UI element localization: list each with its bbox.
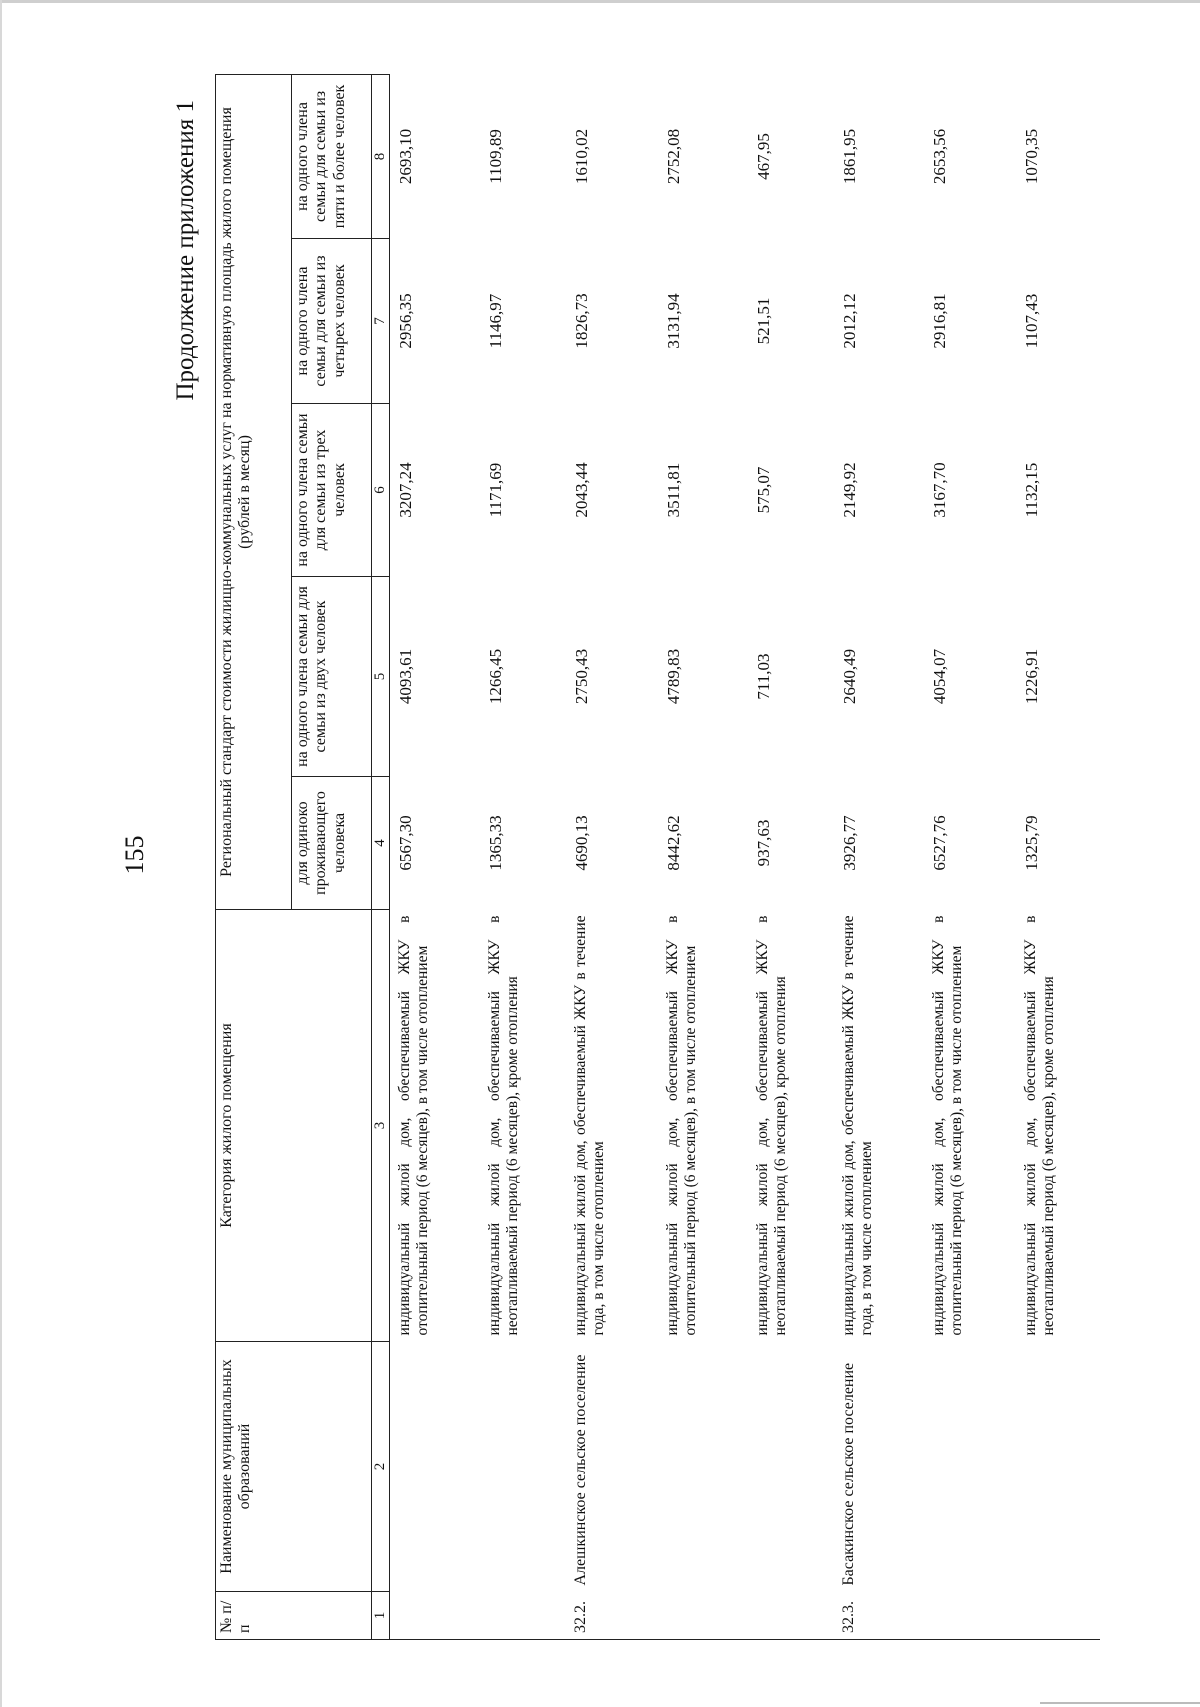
header-col-single: для одиноко проживающего человека	[292, 777, 372, 910]
municipality-name	[924, 1342, 1016, 1592]
row-number	[924, 1592, 1016, 1640]
col-number-5: 5	[372, 577, 390, 777]
housing-category: индивидуальный жилой дом, обеспечиваемый ЖКУ в отопительный период (6 месяцев), в том числе отоплением	[929, 915, 965, 1336]
value-single: 4690,13	[571, 815, 591, 871]
value-five-plus-persons: 2653,56	[929, 128, 949, 185]
value-two-persons: 1266,45	[485, 648, 505, 705]
value-four-persons: 2012,12	[839, 293, 859, 349]
value-three-persons: 2043,44	[571, 462, 591, 518]
value-two-persons: 4093,61	[396, 648, 416, 705]
value-three-persons: 1132,15	[1021, 462, 1041, 518]
table-row	[390, 74, 480, 1639]
housing-category: индивидуальный жилой дом, обеспечиваемый ЖКУ в неотапливаемый период (6 месяцев), кроме отопления	[753, 915, 789, 1336]
value-five-plus-persons: 467,95	[753, 133, 773, 180]
value-four-persons: 1107,43	[1021, 293, 1041, 349]
table-body	[390, 74, 1100, 1639]
value-five-plus-persons: 1610,02	[571, 128, 591, 185]
row-number	[480, 1592, 566, 1640]
value-two-persons: 4789,83	[663, 648, 683, 705]
scan-border-top	[0, 0, 1200, 3]
value-single: 6567,30	[396, 815, 416, 871]
value-two-persons: 2640,49	[839, 648, 859, 705]
housing-category: индивидуальный жилой дом, обеспечиваемый ЖКУ в течение года, в том числе отоплением	[571, 915, 607, 1336]
header-col-five-plus-persons: на одного члена семьи для семьи из пяти и более человек	[292, 74, 372, 238]
value-four-persons: 2916,81	[929, 293, 949, 349]
housing-category: индивидуальный жилой дом, обеспечиваемый ЖКУ в неотапливаемый период (6 месяцев), кроме отопления	[1021, 915, 1057, 1336]
value-four-persons: 1146,97	[485, 293, 505, 349]
municipality-name: Алешкинское сельское поселение	[571, 1354, 589, 1586]
value-single: 937,63	[753, 819, 773, 867]
municipality-name	[658, 1342, 748, 1592]
scan-border-bottom	[1040, 1702, 1200, 1704]
municipality-name	[748, 1342, 834, 1592]
value-four-persons: 521,51	[753, 297, 773, 345]
continuation-title: Продолжение приложения 1	[172, 100, 199, 401]
col-number-2: 2	[372, 1342, 390, 1592]
header-col-municipality: Наименование муниципальных образований	[216, 1342, 372, 1592]
table-row	[924, 74, 1016, 1639]
value-single: 1325,79	[1021, 815, 1041, 871]
value-three-persons: 3511,81	[663, 462, 683, 518]
value-four-persons: 1826,73	[571, 293, 591, 349]
rotated-page	[120, 70, 1080, 1640]
value-single: 6527,76	[929, 815, 949, 871]
table-row	[658, 74, 748, 1639]
row-number: 32.2.	[566, 1592, 658, 1640]
municipality-name	[480, 1342, 566, 1592]
municipality-name: Басакинское сельское поселение	[839, 1362, 857, 1586]
value-two-persons: 711,03	[753, 653, 773, 700]
table-row	[834, 74, 924, 1639]
col-number-7: 7	[372, 239, 390, 404]
value-three-persons: 3167,70	[929, 462, 949, 518]
header-col-category: Категория жилого помещения	[216, 910, 372, 1342]
value-five-plus-persons: 1109,89	[485, 129, 505, 184]
value-single: 1365,33	[485, 815, 505, 871]
value-five-plus-persons: 1070,35	[1021, 128, 1041, 185]
row-number: 32.3.	[834, 1592, 924, 1640]
housing-category: индивидуальный жилой дом, обеспечиваемый ЖКУ в неотапливаемый период (6 месяцев), кроме отопления	[485, 915, 521, 1336]
table-header	[216, 74, 390, 1639]
header-group-regional-standard: Региональный стандарт стоимости жилищно-коммунальных услуг на нормативную площадь жилого помещения (рублей в месяц)	[216, 74, 292, 909]
col-number-6: 6	[372, 404, 390, 577]
row-number	[390, 1592, 480, 1640]
table-row	[480, 74, 566, 1639]
housing-standard-table	[215, 74, 1100, 1640]
housing-category: индивидуальный жилой дом, обеспечиваемый ЖКУ в течение года, в том числе отоплением	[839, 915, 875, 1336]
page-number: 155	[120, 835, 149, 875]
row-number	[658, 1592, 748, 1640]
value-five-plus-persons: 1861,95	[839, 128, 859, 185]
header-col-four-persons: на одного члена семьи для семьи из четырех человек	[292, 239, 372, 404]
col-number-8: 8	[372, 74, 390, 238]
housing-category: индивидуальный жилой дом, обеспечиваемый ЖКУ в отопительный период (6 месяцев), в том числе отоплением	[663, 915, 699, 1336]
value-single: 3926,77	[839, 815, 859, 871]
col-number-1: 1	[372, 1592, 390, 1640]
row-number	[748, 1592, 834, 1640]
value-four-persons: 3131,94	[663, 293, 683, 349]
header-col-number: № п/п	[216, 1592, 372, 1640]
value-five-plus-persons: 2693,10	[396, 128, 416, 185]
value-three-persons: 575,07	[753, 466, 773, 514]
value-three-persons: 3207,24	[396, 462, 416, 518]
col-number-3: 3	[372, 910, 390, 1342]
value-three-persons: 2149,92	[839, 462, 859, 518]
header-col-three-persons: на одного члена семьи для семьи из трех человек	[292, 404, 372, 577]
table-row	[566, 74, 658, 1639]
municipality-name	[1016, 1342, 1100, 1592]
municipality-name	[390, 1342, 480, 1592]
housing-category: индивидуальный жилой дом, обеспечиваемый ЖКУ в отопительный период (6 месяцев), в том числе отоплением	[396, 915, 432, 1336]
value-three-persons: 1171,69	[485, 462, 505, 518]
col-number-4: 4	[372, 777, 390, 910]
value-single: 8442,62	[663, 815, 683, 871]
row-number	[1016, 1592, 1100, 1640]
value-four-persons: 2956,35	[396, 293, 416, 349]
table-row	[1016, 74, 1100, 1639]
value-five-plus-persons: 2752,08	[663, 128, 683, 185]
scan-border-left	[0, 0, 2, 1707]
header-col-two-persons: на одного члена семьи для семьи из двух человек	[292, 577, 372, 777]
table-row	[748, 74, 834, 1639]
value-two-persons: 4054,07	[929, 648, 949, 705]
value-two-persons: 2750,43	[571, 648, 591, 705]
value-two-persons: 1226,91	[1021, 648, 1041, 705]
